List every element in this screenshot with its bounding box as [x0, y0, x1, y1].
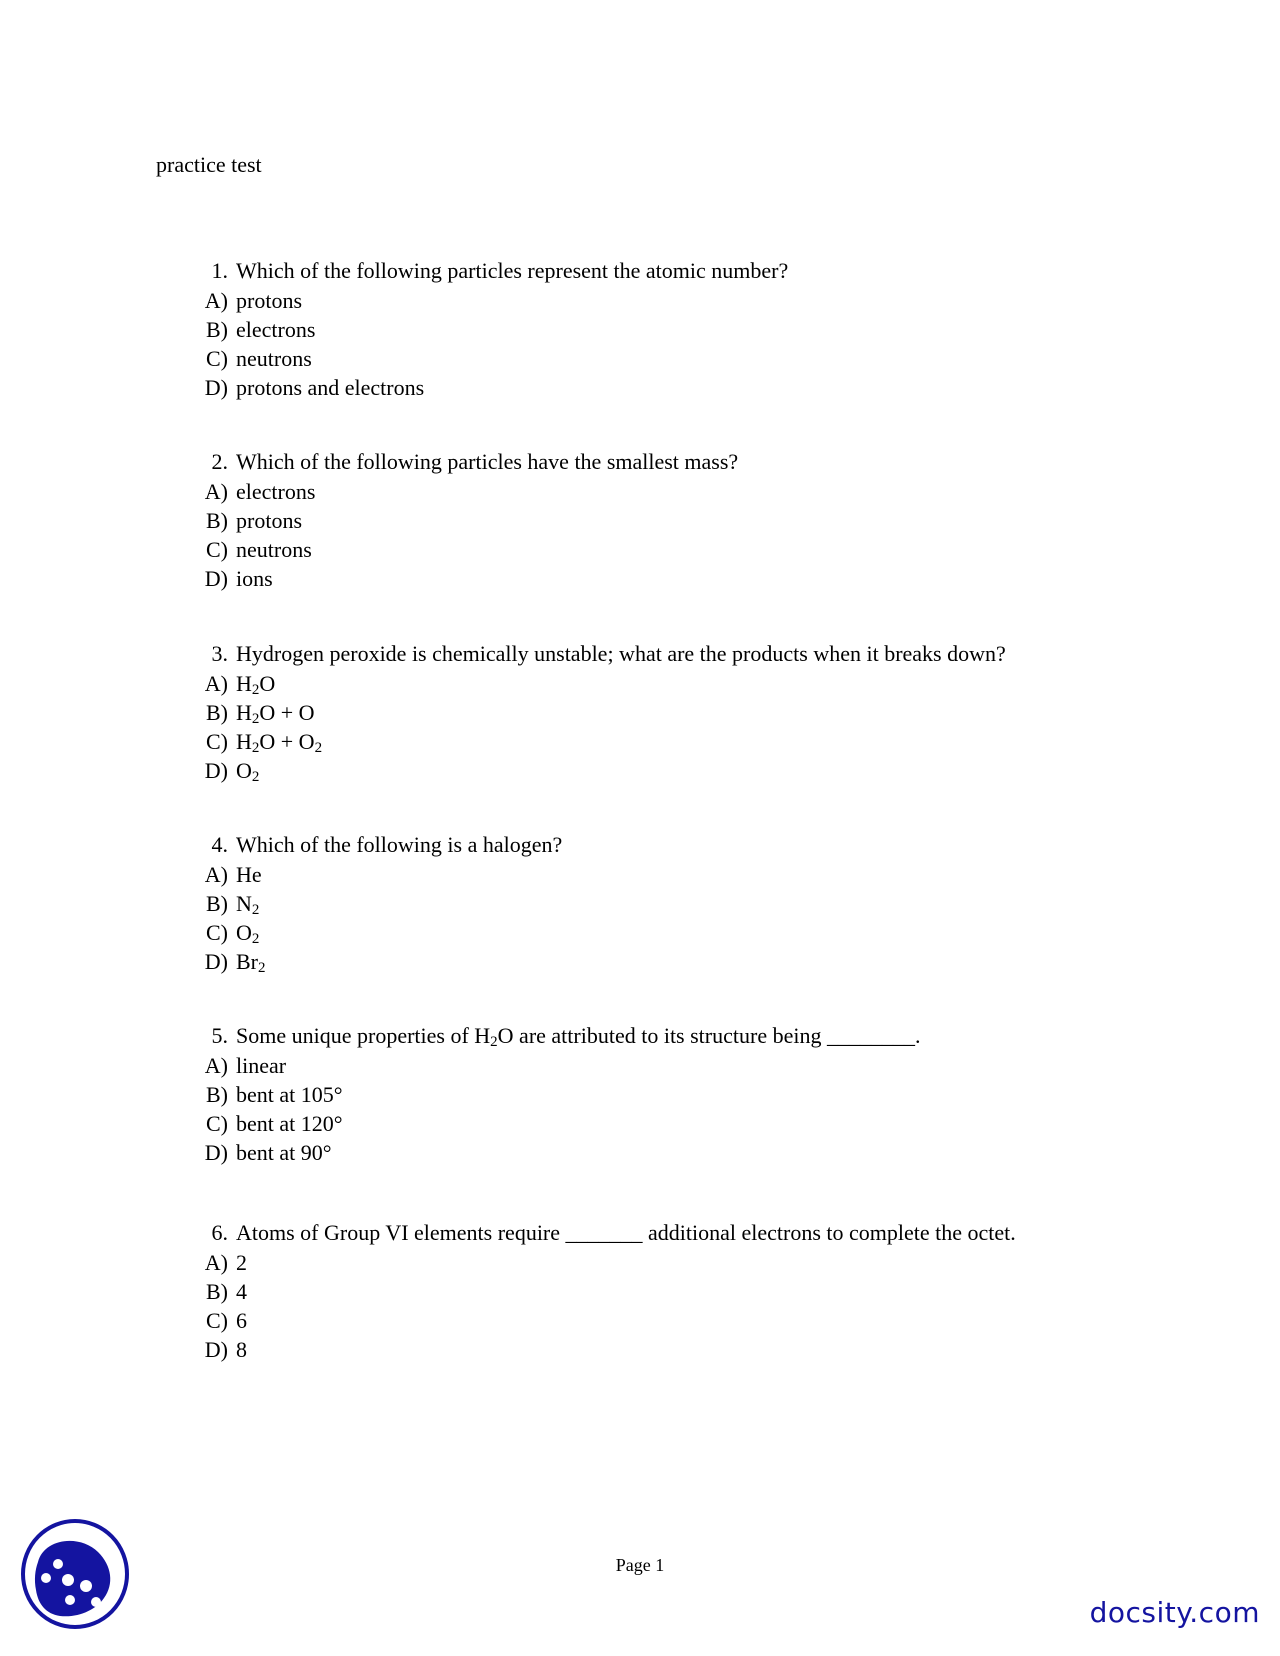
- answer-option: [180, 535, 1190, 564]
- option-text: neutrons: [236, 537, 312, 562]
- answer-option: [180, 1109, 1190, 1138]
- answer-option: [180, 1277, 1190, 1306]
- question-number: 2.: [211, 449, 228, 474]
- question-text: Which of the following particles have the smallest mass?: [236, 449, 739, 474]
- answer-option: [180, 1051, 1190, 1080]
- question-6: [180, 1218, 1190, 1364]
- option-text: He: [236, 862, 262, 887]
- option-text: $N_2$: [236, 891, 260, 918]
- answer-option: [180, 1306, 1190, 1335]
- answer-option: [180, 373, 1190, 402]
- option-label: B): [206, 891, 228, 916]
- answer-option: [180, 315, 1190, 344]
- option-text: protons: [236, 508, 302, 533]
- option-text: protons and electrons: [236, 375, 425, 400]
- docsity-logo-icon: [20, 1518, 130, 1630]
- option-text: bent at 90°: [236, 1140, 332, 1165]
- question-4: [180, 830, 1190, 976]
- answer-option: [180, 889, 1190, 918]
- option-label: C): [206, 1111, 228, 1136]
- question-stem: [180, 256, 1190, 286]
- option-label: A): [204, 288, 228, 313]
- option-label: A): [204, 1250, 228, 1275]
- option-text: $H_2O + O$: [236, 700, 315, 727]
- answer-option: [180, 564, 1190, 593]
- question-stem: [180, 830, 1190, 860]
- option-text: bent at 105°: [236, 1082, 343, 1107]
- option-text: $H_2O + O_2$: [236, 729, 323, 756]
- question-text: Some unique properties of $H_2O$ are attributed to its structure being ________.: [236, 1023, 921, 1050]
- question-text: Which of the following is a halogen?: [236, 832, 563, 857]
- option-label: B): [206, 1082, 228, 1107]
- option-label: A): [204, 479, 228, 504]
- answer-option: [180, 344, 1190, 373]
- option-text: bent at 120°: [236, 1111, 343, 1136]
- option-label: C): [206, 346, 228, 371]
- option-text: $O_2$: [236, 920, 260, 947]
- answer-option: [180, 727, 1190, 756]
- option-text: protons: [236, 288, 302, 313]
- docsity-wordmark: docsity.com: [1089, 1596, 1260, 1629]
- option-text: electrons: [236, 479, 316, 504]
- answer-option: [180, 756, 1190, 785]
- option-text: neutrons: [236, 346, 312, 371]
- answer-option: [180, 918, 1190, 947]
- option-text: linear: [236, 1053, 287, 1078]
- option-label: A): [204, 1053, 228, 1078]
- option-label: D): [204, 375, 228, 400]
- question-1: [180, 256, 1190, 402]
- question-number: 5.: [211, 1023, 228, 1048]
- option-text: 2: [236, 1250, 247, 1275]
- option-label: C): [206, 920, 228, 945]
- option-label: A): [204, 671, 228, 696]
- question-stem: [180, 1218, 1190, 1248]
- option-text: 8: [236, 1337, 247, 1362]
- option-label: C): [206, 729, 228, 754]
- question-number: 4.: [211, 832, 228, 857]
- answer-option: [180, 477, 1190, 506]
- option-label: B): [206, 508, 228, 533]
- answer-option: [180, 1138, 1190, 1167]
- option-text: electrons: [236, 317, 316, 342]
- question-text: Which of the following particles represent the atomic number?: [236, 258, 789, 283]
- question-text: Hydrogen peroxide is chemically unstable; what are the products when it breaks down?: [236, 641, 1006, 666]
- answer-option: [180, 1248, 1190, 1277]
- option-label: A): [204, 862, 228, 887]
- option-label: D): [204, 758, 228, 783]
- option-label: D): [204, 566, 228, 591]
- question-3: [180, 639, 1190, 785]
- page-number: Page 1: [615, 1555, 665, 1575]
- option-label: B): [206, 700, 228, 725]
- question-number: 1.: [211, 258, 228, 283]
- option-label: D): [204, 1140, 228, 1165]
- answer-option: [180, 506, 1190, 535]
- option-label: D): [204, 1337, 228, 1362]
- question-stem: [180, 447, 1190, 477]
- option-text: $H_2O$: [236, 671, 276, 698]
- answer-option: [180, 1080, 1190, 1109]
- answer-option: [180, 669, 1190, 698]
- answer-option: [180, 860, 1190, 889]
- option-text: 6: [236, 1308, 247, 1333]
- answer-option: [180, 947, 1190, 976]
- answer-option: [180, 698, 1190, 727]
- option-text: $Br_2$: [236, 949, 266, 976]
- question-stem: [180, 1021, 1190, 1051]
- option-label: C): [206, 1308, 228, 1333]
- question-text: Atoms of Group VI elements require _______ additional electrons to complete the octet.: [236, 1220, 1016, 1245]
- question-2: [180, 447, 1190, 593]
- question-5: [180, 1021, 1190, 1167]
- question-number: 6.: [211, 1220, 228, 1245]
- document-title: practice test: [156, 152, 262, 177]
- option-text: $O_2$: [236, 758, 260, 785]
- question-stem: [180, 639, 1190, 669]
- option-label: D): [204, 949, 228, 974]
- question-number: 3.: [211, 641, 228, 666]
- option-label: B): [206, 1279, 228, 1304]
- option-label: C): [206, 537, 228, 562]
- option-label: B): [206, 317, 228, 342]
- answer-option: [180, 286, 1190, 315]
- option-text: ions: [236, 566, 273, 591]
- answer-option: [180, 1335, 1190, 1364]
- option-text: 4: [236, 1279, 247, 1304]
